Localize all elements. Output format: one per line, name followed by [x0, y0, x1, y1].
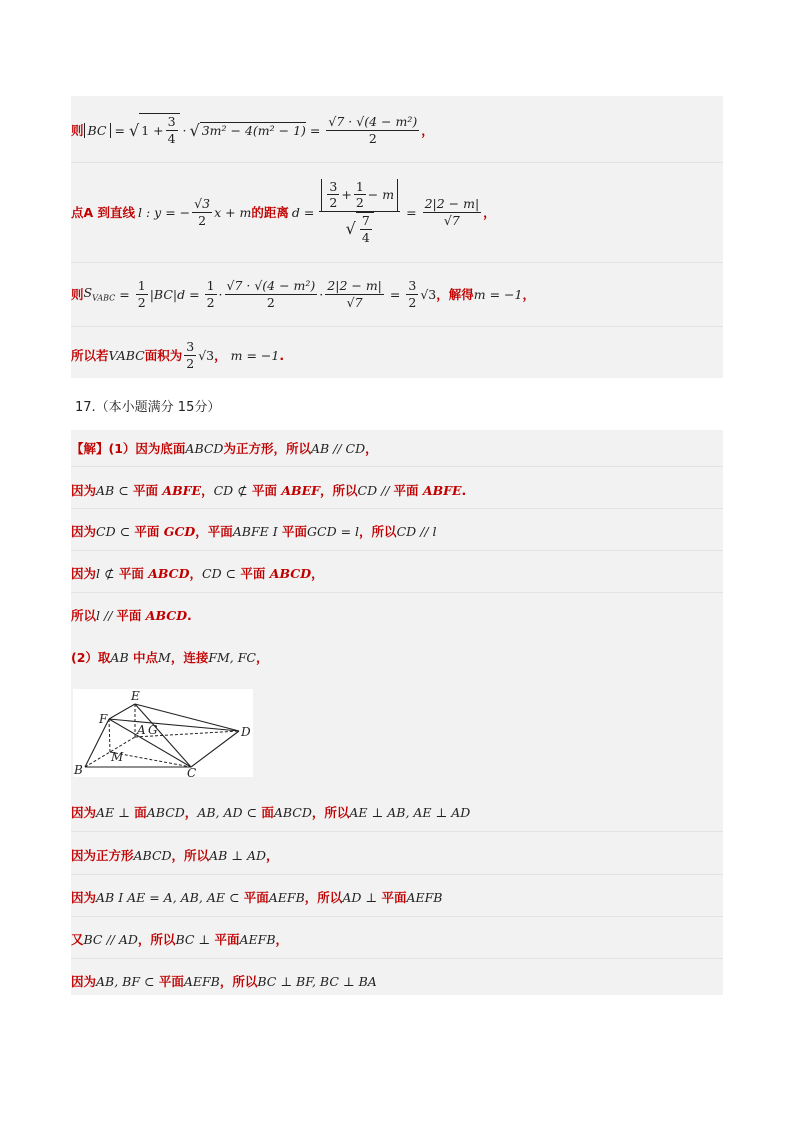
row-divider [71, 326, 723, 327]
math: BC ⊥ BF, BC ⊥ BA [257, 974, 377, 989]
solution-line [71, 564, 723, 582]
label-G: G [148, 723, 158, 737]
eq: = [389, 286, 401, 302]
den: √7 [443, 212, 460, 228]
den: 2 [198, 212, 207, 228]
solution-line [71, 522, 723, 540]
text: 平面 [247, 483, 282, 498]
text: 因为正方形 [71, 848, 134, 863]
text: 为正方形，所以 [223, 441, 311, 456]
text: 平面 [393, 483, 423, 498]
text: 面积为 [144, 348, 183, 363]
text: ， [311, 566, 324, 581]
text: ， [266, 848, 279, 863]
text: ， [483, 205, 496, 220]
text: ， [214, 348, 227, 363]
math: l ⊄ [96, 566, 115, 581]
text: ， [275, 932, 289, 947]
math: ABCD [273, 805, 312, 820]
num: 3 [167, 114, 176, 130]
text: 平面 [116, 608, 146, 623]
edge-FM-hidden [109, 719, 110, 752]
text: 平面 [128, 483, 163, 498]
text: 【解】(1）因为底面 [71, 441, 186, 456]
line-conclusion [71, 336, 723, 374]
math: ABCD [146, 805, 185, 820]
row-divider [71, 466, 723, 467]
solution-line [71, 846, 723, 864]
den: 2 [329, 195, 338, 211]
fraction-3-2 [184, 339, 196, 371]
math: AB I AE = A, AB, AE ⊂ [96, 890, 240, 905]
text: . [461, 483, 467, 498]
fraction-bc [225, 278, 318, 310]
solution-line [71, 888, 723, 906]
math: CD // [357, 483, 394, 498]
text: ，解得 [436, 287, 474, 302]
num: 7 [361, 213, 370, 228]
math: l // [96, 608, 117, 623]
text: 因为 [71, 483, 97, 498]
fraction-distance-result [423, 196, 482, 228]
math: AB ⊂ [96, 483, 129, 498]
text: 又 [71, 932, 84, 947]
math: AEFB [239, 932, 276, 947]
radicand-1 [139, 113, 179, 146]
text: 平面 [154, 974, 184, 989]
row-divider [71, 262, 723, 263]
text: ， [184, 805, 198, 820]
text: 点A 到直线 [71, 205, 136, 220]
line-distance [71, 172, 723, 252]
row-divider [71, 916, 723, 917]
solution-line [71, 930, 723, 948]
math: BC // AD [83, 932, 138, 947]
text: ，所以 [311, 805, 350, 820]
math: AD ⊥ [342, 890, 378, 905]
solution-line [71, 481, 723, 499]
distance-denominator [344, 212, 376, 245]
area-symbol [84, 285, 116, 303]
solution-block-17-part1 [71, 430, 723, 638]
plus: + [341, 187, 352, 203]
math: AEFB [268, 890, 305, 905]
text: ，连接 [170, 650, 209, 665]
text: 平面 [277, 524, 308, 539]
den: 4 [167, 131, 176, 146]
den: 2 [186, 355, 195, 371]
math: CD ⊄ [213, 483, 248, 498]
math: AB // CD [310, 441, 366, 456]
dot: · [182, 122, 187, 138]
s: S [83, 285, 93, 301]
text: 平面 [236, 566, 270, 581]
text: ，所以 [304, 890, 343, 905]
text: . [279, 347, 285, 363]
dot: · [218, 286, 223, 302]
geometry-figure [73, 689, 253, 777]
text: ， [421, 123, 434, 138]
text: ，所以 [359, 524, 397, 539]
edge-BF [85, 719, 109, 767]
text: 因为 [71, 524, 97, 539]
m-value: m = −1 [473, 286, 523, 302]
text: 则 [71, 287, 84, 302]
edge-CD [191, 731, 239, 767]
radicand-2: 3m² − 4(m² − 1) [201, 123, 306, 138]
text: ，平面 [195, 524, 233, 539]
math: ABCD [185, 441, 224, 456]
math: FM, FC [208, 650, 256, 665]
text: 所以 [71, 608, 97, 623]
edge-FE [109, 704, 135, 719]
num: 2|2 − m| [424, 195, 480, 211]
math: AE ⊥ AB, AE ⊥ AD [349, 805, 471, 820]
fraction-distance [319, 179, 400, 246]
math: AB, BF ⊂ [96, 974, 155, 989]
fraction-3-2 [327, 179, 339, 211]
num: √3 [194, 195, 211, 211]
num: 1 [206, 277, 215, 293]
math: AE ⊥ [96, 805, 130, 820]
den: 2 [206, 294, 215, 310]
text: 面 [256, 805, 274, 820]
label-E: E [131, 689, 140, 703]
eq: = [406, 204, 417, 220]
math: CD ⊂ [202, 566, 237, 581]
sqrt-sign: √ [128, 120, 140, 140]
math: GCD = l [307, 524, 360, 539]
solution-line [71, 606, 723, 624]
text: ， [522, 287, 535, 302]
text: 因为 [71, 805, 97, 820]
text: 平面 [377, 890, 407, 905]
line-eq-b: x + m [214, 204, 252, 220]
abs-expression [321, 179, 398, 211]
text: 的距离 [251, 205, 289, 220]
num: 3 [329, 178, 338, 194]
den: 4 [361, 229, 370, 245]
text: 所以若 [71, 348, 109, 363]
text: ，所以 [320, 483, 358, 498]
num: √7 · √(4 − m²) [328, 113, 418, 129]
math: AB ⊥ AD [209, 848, 267, 863]
text: 平面 [239, 890, 269, 905]
line-eq-a: l : y = − [138, 204, 191, 220]
math-bold: ABCD [145, 608, 188, 623]
den: 2 [408, 294, 417, 310]
root3: √3 [420, 286, 437, 302]
edge-FD [109, 719, 239, 731]
num: 3 [408, 277, 417, 293]
text: 因为 [71, 566, 97, 581]
line-area [71, 274, 723, 314]
text: ，所以 [171, 848, 210, 863]
eq: = [309, 122, 321, 138]
math-bold: ABCD [148, 566, 190, 581]
triangle: VABC [108, 347, 145, 363]
math-bold: ABFE [162, 483, 202, 498]
s-subscript: VABC [92, 293, 116, 303]
den: 2 [137, 294, 146, 310]
math: AB [110, 650, 129, 665]
math: CD // l [396, 524, 437, 539]
row-divider [71, 162, 723, 163]
distance-numerator [319, 179, 400, 212]
solution-block-16 [71, 96, 723, 378]
m-value: m = −1 [230, 347, 280, 363]
text: 则 [71, 123, 84, 138]
math: CD ⊂ [96, 524, 131, 539]
math: M [158, 650, 171, 665]
num: 1 [355, 178, 364, 194]
fraction-1-2 [354, 179, 366, 211]
fraction-d [325, 278, 384, 310]
row-divider [71, 958, 723, 959]
fraction-7-4 [360, 213, 372, 245]
minus-m: − m [367, 187, 395, 203]
question-heading-17: 17.（本小题满分 15分） [75, 400, 221, 415]
den: 2 [355, 195, 364, 211]
dot: · [319, 286, 324, 302]
math: ABFE I [232, 524, 278, 539]
abs-bc: BC [84, 123, 111, 138]
eq: = [119, 286, 130, 302]
root3: √3 [198, 347, 215, 363]
text: ， [255, 650, 269, 665]
num: 1 [137, 277, 146, 293]
text: ，所以 [219, 974, 258, 989]
math-bold: ABCD [269, 566, 312, 581]
math: BC ⊥ [175, 932, 211, 947]
bc-d: |BC|d = [149, 286, 200, 302]
text: (2）取 [71, 650, 111, 665]
label-D: D [241, 725, 251, 739]
row-divider [71, 831, 723, 832]
math: ABCD [133, 848, 172, 863]
text: 面 [129, 805, 147, 820]
solution-line [71, 648, 723, 666]
den: 2 [266, 294, 275, 310]
row-divider [71, 592, 723, 593]
fraction-3-4 [166, 114, 178, 146]
math: AEFB [183, 974, 220, 989]
label-M: M [111, 750, 124, 764]
text: 平面 [210, 932, 240, 947]
text: 因为 [71, 974, 97, 989]
fraction-half [205, 278, 217, 310]
fraction-3-2 [406, 278, 418, 310]
row-divider [71, 550, 723, 551]
sqrt-sign: √ [345, 218, 356, 238]
solution-line [71, 439, 723, 457]
label-F: F [99, 712, 108, 726]
text: 中点 [128, 650, 158, 665]
math-bold: ABFE [422, 483, 462, 498]
text: ， [189, 566, 202, 581]
text: 平面 [130, 524, 164, 539]
den: 2 [368, 130, 377, 146]
fraction-result [326, 114, 419, 146]
math: AB, AD ⊂ [197, 805, 257, 820]
row-divider [71, 508, 723, 509]
math-bold: ABEF [281, 483, 321, 498]
den: √7 [346, 294, 363, 310]
row-divider [71, 874, 723, 875]
eq: = [114, 122, 125, 138]
fraction-half [136, 278, 148, 310]
text: ， [201, 483, 214, 498]
label-B: B [74, 763, 83, 777]
math-bold: GCD [163, 524, 196, 539]
text: 平面 [114, 566, 149, 581]
one-plus: 1 + [141, 123, 164, 138]
fraction-root3-2 [192, 196, 212, 228]
line-bc-length [71, 110, 723, 150]
text: . [187, 608, 192, 623]
num: 2|2 − m| [327, 277, 382, 293]
label-A: A [137, 723, 146, 737]
solution-line [71, 803, 723, 821]
num: 3 [186, 338, 195, 354]
num: √7 · √(4 − m²) [226, 277, 316, 293]
d-eq: d = [291, 204, 315, 220]
text: ， [365, 441, 378, 456]
text: ，所以 [137, 932, 176, 947]
sqrt-sign: √ [189, 120, 200, 140]
radicand [356, 212, 374, 245]
math: AEFB [406, 890, 443, 905]
text: 因为 [71, 890, 97, 905]
label-C: C [187, 766, 197, 777]
solution-line [71, 972, 723, 990]
